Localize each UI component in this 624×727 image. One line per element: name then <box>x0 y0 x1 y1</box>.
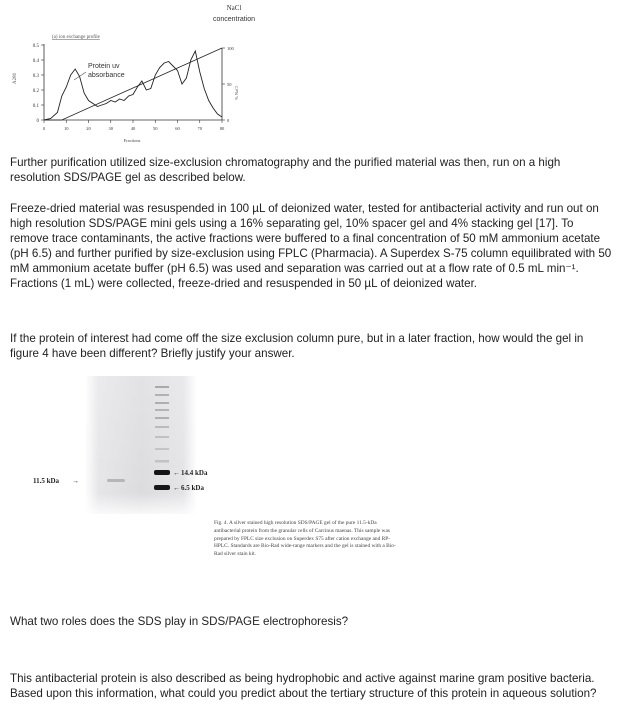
x-tick-label: 80 <box>219 126 225 131</box>
gel-caption: Fig. 4. A silver stained high resolution SDS/PAGE gel of the pure 11.5-kDa antibacterial protein from the granular cells of Carcinus maenas. This sample was prepared by FPLC size exclusion on Superdex S75 after cation exchange and RP-HPLC. Standards are Bio-Rad wide-range markers and the gel is stained with a Bio-Rad silver stain kit. <box>214 520 396 558</box>
x-tick-label: 40 <box>130 126 136 131</box>
x-tick-label: 10 <box>64 126 69 131</box>
y-tick-label: 0.3 <box>32 73 39 79</box>
x-tick-label: 70 <box>197 126 202 131</box>
right-marker-top-label: 14.4 kDa <box>181 469 208 477</box>
right-marker-bottom-arrow: ← <box>173 484 180 492</box>
right-axis-label: % NaCl <box>234 85 239 100</box>
y-axis-label: A280 <box>13 72 18 84</box>
x-axis-label: Fractions <box>123 138 141 143</box>
question-sds-roles: What two roles does the SDS play in SDS/PAGE electrophoresis? <box>10 615 349 628</box>
x-tick-label: 20 <box>86 126 91 131</box>
x-tick-label: 30 <box>108 126 113 131</box>
nacl-gradient-line <box>44 48 222 120</box>
uv-absorbance-line <box>44 51 222 120</box>
right-tick-label: 100 <box>227 45 234 51</box>
nacl-label-sub: concentration <box>212 16 256 23</box>
sds-page-gel-figure <box>0 368 624 518</box>
right-tick-label: 50 <box>227 81 232 87</box>
paragraph-purification: Further purification utilized size-exclusion chromatography and the purified material was then, run on a high resolution SDS/PAGE gel as described below. <box>10 156 561 184</box>
y-tick-label: 0.2 <box>32 88 39 94</box>
marker-band-6kda <box>154 485 170 490</box>
left-marker-label: 11.5 kDa <box>33 477 60 485</box>
y-tick-label: 0.4 <box>32 58 39 64</box>
ion-exchange-chart <box>0 0 624 150</box>
y-tick-label: 0.1 <box>32 103 39 109</box>
right-marker-bottom-label: 6.5 kDa <box>181 484 204 492</box>
sample-band-11kda <box>107 479 125 482</box>
question-gel-difference: If the protein of interest had come off the size exclusion column pure, but in a later fraction, how would the gel in figure 4 have been different? Briefly justify your answer. <box>10 332 584 360</box>
x-tick-label: 50 <box>153 126 158 131</box>
marker-band-14kda <box>154 470 170 475</box>
question-tertiary-structure: This antibacterial protein is also described as being hydrophobic and active against marine gram positive bacteria. Based upon this information, what could you predict about the tertiary structure of this protein in aqueous solution? <box>10 672 597 700</box>
nacl-label: NaCl <box>226 4 242 12</box>
annotation-line1: Protein uv <box>88 63 120 70</box>
left-marker-arrow: → <box>72 477 79 485</box>
right-tick-label: 0 <box>227 117 230 123</box>
y-tick-label: 0.5 <box>32 43 39 49</box>
right-marker-top-arrow: ← <box>173 469 180 477</box>
x-tick-label: 0 <box>42 126 46 131</box>
x-tick-label: 60 <box>175 126 180 131</box>
annotation-line2: absorbance <box>88 72 125 79</box>
y-tick-label: 0 <box>36 118 39 124</box>
paragraph-methods: Freeze-dried material was resuspended in 100 µL of deionized water, tested for antibacterial activity and run out on high resolution SDS/PAGE mini gels using a 16% separating gel, 10% spacer gel and 4% stacking gel [17]. To remove trace contaminants, the active fractions were buffered to a final concentration of 50 mM ammonium acetate (pH 6.5) and further purified by size-exclusion using FPLC (Pharmacia). A Superdex S-75 column equilibrated with 50 mM ammonium acetate buffer (pH 6.5) was used and separation was carried out at a flow rate of 0.5 mL min⁻¹. Fractions (1 mL) were collected, freeze-dried and resuspended in 50 µL of deionized water. <box>10 202 612 290</box>
chart-title: (a) ion exchange profile <box>52 35 100 40</box>
